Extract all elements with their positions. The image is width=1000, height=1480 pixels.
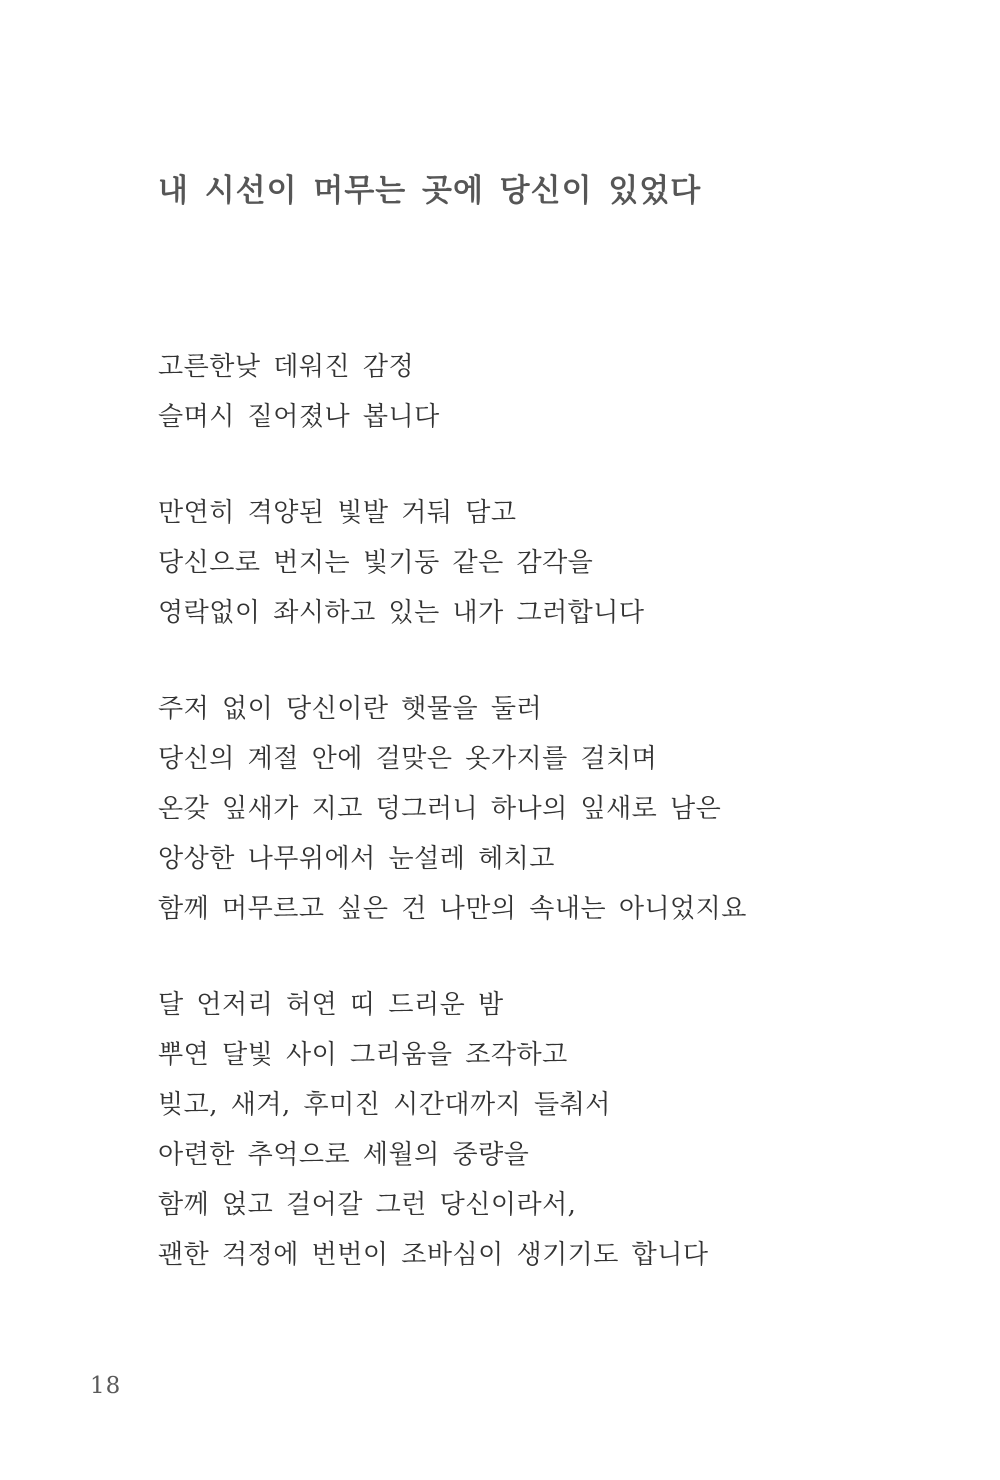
- poem-line: 달 언저리 허연 띠 드리운 밤: [158, 990, 504, 1020]
- poem-line: 빚고, 새겨, 후미진 시간대까지 들춰서: [158, 1090, 611, 1120]
- poem-line: 함께 머무르고 싶은 건 나만의 속내는 아니었지요: [158, 894, 747, 924]
- poem-line: 고른한낮 데워진 감정: [158, 352, 415, 382]
- stanza: [158, 488, 747, 638]
- poem-line: 앙상한 나무위에서 눈설레 헤치고: [158, 844, 555, 874]
- stanza: [158, 342, 747, 442]
- poem-line: 만연히 격양된 빛발 거둬 담고: [158, 498, 517, 528]
- poem-title: 내 시선이 머무는 곳에 당신이 있었다: [158, 172, 702, 209]
- poem-line: 괜한 걱정에 번번이 조바심이 생기기도 합니다: [158, 1240, 709, 1270]
- stanza: [158, 980, 747, 1280]
- poem-line: 주저 없이 당신이란 햇물을 둘러: [158, 694, 543, 724]
- poem-line: 아련한 추억으로 세월의 중량을: [158, 1140, 530, 1170]
- poem-line: 함께 얹고 걸어갈 그런 당신이라서,: [158, 1190, 577, 1220]
- page-number: 18: [90, 1373, 122, 1399]
- poem-line: 당신으로 번지는 빛기둥 같은 감각을: [158, 548, 594, 578]
- poem-line: 영락없이 좌시하고 있는 내가 그러합니다: [158, 598, 645, 628]
- poem-body: [158, 342, 747, 1326]
- stanza: [158, 684, 747, 934]
- poem-line: 슬며시 짙어졌나 봅니다: [158, 402, 440, 432]
- poem-line: 당신의 계절 안에 걸맞은 옷가지를 걸치며: [158, 744, 658, 774]
- poem-line: 뿌연 달빛 사이 그리움을 조각하고: [158, 1040, 568, 1070]
- poem-line: 온갖 잎새가 지고 덩그러니 하나의 잎새로 남은: [158, 794, 722, 824]
